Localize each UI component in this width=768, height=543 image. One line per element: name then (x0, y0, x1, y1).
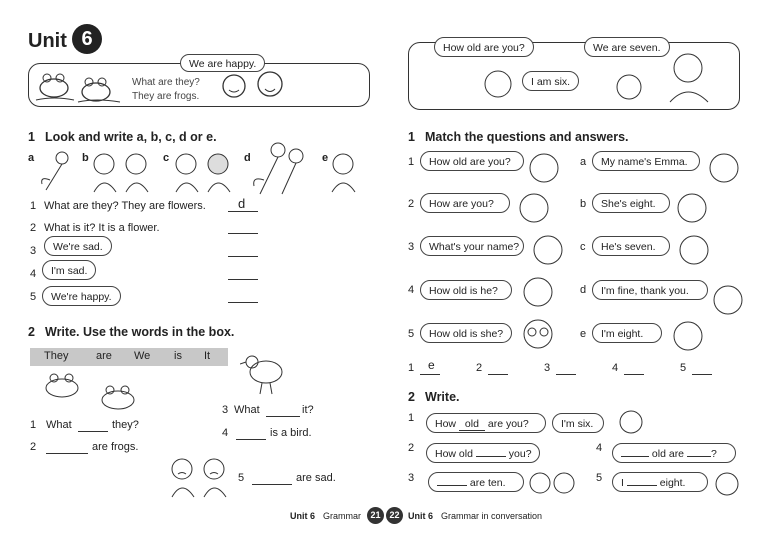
boy-with-glasses-icon (518, 312, 572, 358)
r-ex2-q1-fill[interactable]: old (459, 418, 485, 431)
word-box (30, 348, 228, 366)
intro-answer-bubble-2: We are seven. (584, 37, 670, 57)
ans-a-bubble: My name's Emma. (592, 151, 700, 171)
ex2-item-4-field[interactable] (236, 427, 266, 440)
word-they: They (44, 350, 69, 362)
ex2-number: 2 (28, 325, 35, 339)
footer-left-section: Grammar (323, 511, 361, 521)
r-ex2-q4-field-1[interactable] (621, 456, 649, 457)
ans-a-letter: a (580, 156, 587, 168)
r-ex2-number: 2 (408, 390, 415, 404)
ans-d-bubble: I'm fine, thank you. (592, 280, 708, 300)
ans-c-bubble: He's seven. (592, 236, 670, 256)
two-sad-boys-icon (168, 455, 234, 499)
ex1-title: Look and write a, b, c, d or e. (45, 130, 217, 144)
q1-num: 1 (408, 156, 415, 168)
girl-face-icon (662, 48, 716, 104)
girl-face-icon (668, 316, 708, 360)
ex1-item-2-answer-field[interactable] (228, 221, 258, 234)
key-3-field[interactable] (556, 362, 576, 375)
girl-face-icon (672, 188, 712, 232)
word-is: is (174, 350, 182, 362)
r-ex2-q3-a: are ten. (469, 477, 506, 489)
ex1-item-1-text: What are they? They are flowers. (44, 200, 206, 212)
key-3-num: 3 (544, 362, 551, 374)
ex2-title: Write. Use the words in the box. (45, 325, 235, 339)
ex2-item-5-num: 5 (238, 472, 245, 484)
key-4-field[interactable] (624, 362, 644, 375)
intro-bubble: We are happy. (180, 54, 265, 72)
r-ex2-q4-a: old are (651, 448, 685, 460)
pic-letter-c: c (163, 152, 170, 164)
ex1-item-4-num: 4 (30, 268, 37, 280)
boy-icon (328, 150, 358, 194)
r-ex2-q4-field-2[interactable] (687, 456, 711, 457)
ex1-item-5-bubble: We're happy. (42, 286, 121, 306)
ex1-item-3-bubble: We're sad. (44, 236, 112, 256)
r-ex2-q5-bubble (612, 472, 708, 492)
r-ex2-n2: 2 (408, 442, 415, 454)
ex2-item-3-num: 3 (222, 404, 229, 416)
ex2-item-3-b: it? (302, 404, 314, 416)
r-ex2-q1-b: are you? (487, 418, 529, 430)
ex1-item-3-num: 3 (30, 245, 37, 257)
unit-label: Unit (28, 30, 67, 52)
footer-right-section: Grammar in conversation (441, 511, 543, 521)
r-ex2-q4-bubble (612, 443, 736, 463)
boy-face-icon (712, 468, 742, 500)
q5-num: 5 (408, 328, 415, 340)
pic-letter-e: e (322, 152, 329, 164)
boy-face-icon (530, 230, 566, 272)
r-ex2-q1-a: How (435, 418, 457, 430)
word-are: are (96, 350, 112, 362)
girl-face-icon (612, 70, 646, 106)
ans-e-letter: e (580, 328, 587, 340)
q2-bubble: How are you? (420, 193, 510, 213)
boy-face-icon (526, 148, 562, 192)
r-ex2-q5-a: I (621, 477, 624, 489)
flowers-icon (248, 140, 310, 196)
q1-bubble: How old are you? (420, 151, 524, 171)
girl-face-icon (704, 148, 744, 192)
r-ex2-n3: 3 (408, 472, 415, 484)
r-ex2-q3-field[interactable] (437, 485, 467, 486)
key-2-num: 2 (476, 362, 483, 374)
pic-letter-b: b (82, 152, 89, 164)
boy-face-icon (708, 280, 748, 324)
ex2-item-2-field[interactable] (46, 441, 88, 454)
ex2-item-5-field[interactable] (252, 472, 292, 485)
key-5-num: 5 (680, 362, 687, 374)
ex1-item-3-answer-field[interactable] (228, 244, 258, 257)
girl-face-icon (674, 230, 714, 274)
ans-b-letter: b (580, 198, 587, 210)
girl-face-icon (480, 66, 516, 106)
intro-answer: They are frogs. (132, 91, 200, 102)
ex2-item-2-num: 2 (30, 441, 37, 453)
bird-icon (240, 350, 290, 396)
ans-c-letter: c (580, 241, 586, 253)
ex2-item-1-num: 1 (30, 419, 37, 431)
q3-num: 3 (408, 241, 415, 253)
children-illustration-icon (218, 68, 288, 104)
r-ex2-n1: 1 (408, 412, 415, 424)
q5-bubble: How old is she? (420, 323, 512, 343)
r-ex2-q2-field[interactable] (476, 456, 506, 457)
ex1-item-1-num: 1 (30, 200, 37, 212)
intro-question-bubble: How old are you? (434, 37, 534, 57)
two-girls-icon (172, 150, 242, 194)
r-ex2-n5: 5 (596, 472, 603, 484)
two-frogs-icon (38, 370, 148, 414)
ex1-item-4-bubble: I'm sad. (42, 260, 96, 280)
r-ex2-q2-b: you? (508, 448, 532, 460)
q3-bubble: What's your name? (420, 236, 524, 256)
r-ex2-a1-bubble: I'm six. (552, 413, 604, 433)
two-girls-icon (528, 466, 578, 500)
r-ex1-title: Match the questions and answers. (425, 130, 629, 144)
r-ex2-title: Write. (425, 390, 460, 404)
q4-num: 4 (408, 284, 415, 296)
r-ex2-q5-b: eight. (659, 477, 686, 489)
ex2-item-1-field[interactable] (78, 419, 108, 432)
ex1-item-2-text: What is it? It is a flower. (44, 222, 160, 234)
ex2-item-1-b: they? (112, 419, 139, 431)
r-ex1-number: 1 (408, 130, 415, 144)
ex2-item-3-a: What (234, 404, 260, 416)
pic-letter-a: a (28, 152, 35, 164)
key-1-value: e (428, 358, 435, 372)
page-number-left: 21 (367, 507, 384, 524)
r-ex2-q2-a: How old (435, 448, 473, 460)
ex1-item-1-answer: d (238, 196, 246, 211)
ex2-item-4-b: is a bird. (270, 427, 312, 439)
ex2-item-3-field[interactable] (266, 404, 300, 417)
two-boys-icon (90, 150, 160, 194)
intro-question: What are they? (132, 77, 200, 88)
boy-face-icon (520, 272, 556, 316)
ex2-item-2-b: are frogs. (92, 441, 139, 453)
footer-left-unit: Unit 6 (290, 511, 316, 521)
flower-icon (36, 146, 76, 194)
word-we: We (134, 350, 151, 362)
footer-right-unit: Unit 6 (408, 511, 434, 521)
r-ex2-q4-b: ? (710, 448, 717, 460)
r-ex2-n4: 4 (596, 442, 603, 454)
r-ex2-q3-bubble (428, 472, 524, 492)
ex1-item-2-num: 2 (30, 222, 37, 234)
ex2-item-4-num: 4 (222, 427, 229, 439)
frogs-illustration-icon (34, 66, 124, 104)
key-4-num: 4 (612, 362, 619, 374)
ex1-item-4-answer-field[interactable] (228, 267, 258, 280)
unit-number-badge: 6 (72, 24, 102, 54)
ans-b-bubble: She's eight. (592, 193, 670, 213)
intro-answer-bubble-1: I am six. (522, 71, 579, 91)
page-number-right: 22 (386, 507, 403, 524)
pic-letter-d: d (244, 152, 251, 164)
q4-bubble: How old is he? (420, 280, 512, 300)
r-ex2-q1-bubble (426, 413, 546, 433)
ex2-item-5-b: are sad. (296, 472, 336, 484)
word-it: It (204, 350, 211, 362)
key-1-num: 1 (408, 362, 415, 374)
ex1-item-5-answer-field[interactable] (228, 290, 258, 303)
ex1-number: 1 (28, 130, 35, 144)
r-ex2-q2-bubble (426, 443, 540, 463)
girl-face-icon (616, 406, 646, 438)
key-2-field[interactable] (488, 362, 508, 375)
ans-d-letter: d (580, 284, 587, 296)
key-5-field[interactable] (692, 362, 712, 375)
r-ex2-q5-field[interactable] (627, 485, 657, 486)
q2-num: 2 (408, 198, 415, 210)
girl-face-icon (516, 188, 552, 232)
ans-e-bubble: I'm eight. (592, 323, 662, 343)
ex1-item-5-num: 5 (30, 291, 37, 303)
ex2-item-1-a: What (46, 419, 72, 431)
